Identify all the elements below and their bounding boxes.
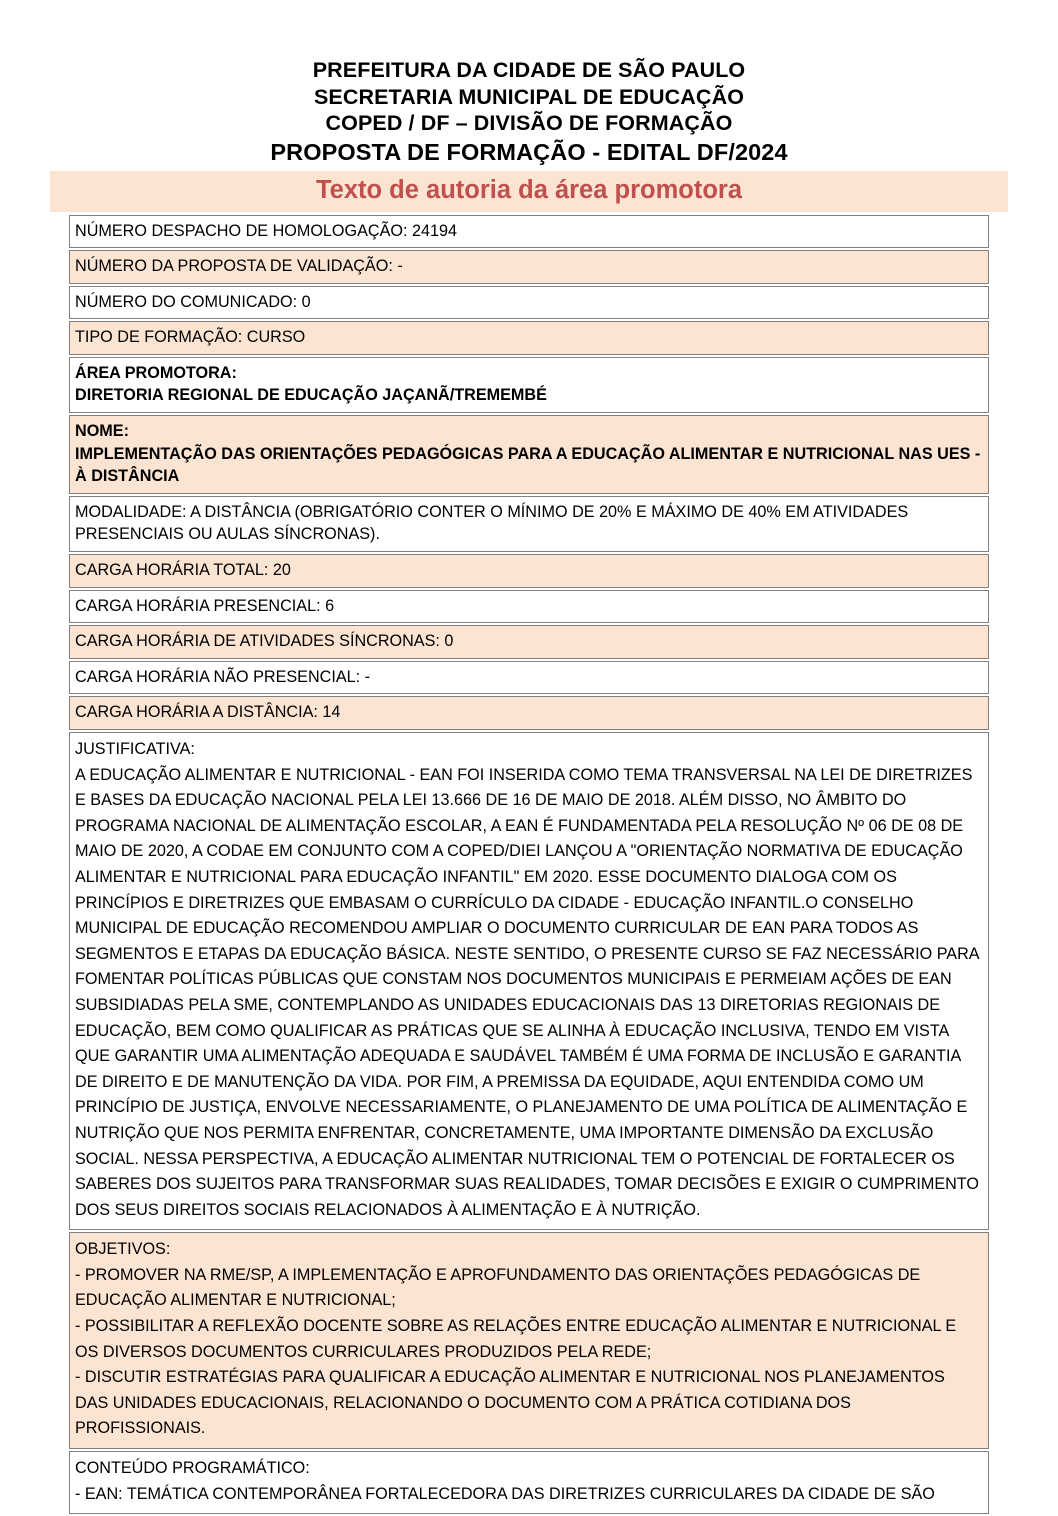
table-row-carga-total — [69, 554, 989, 588]
comunicado-value: NÚMERO DO COMUNICADO: 0 — [75, 292, 311, 311]
table-row-conteudo-programatico — [69, 1451, 989, 1514]
table-row-carga-sincronas — [69, 625, 989, 659]
modalidade-value: MODALIDADE: A DISTÂNCIA (OBRIGATÓRIO CONTER O MÍNIMO DE 20% E MÁXIMO DE 40% EM ATIVIDADES PRESENCIAIS OU AULAS SÍNCRONAS). — [75, 502, 909, 544]
despacho-value: NÚMERO DESPACHO DE HOMOLOGAÇÃO: 24194 — [75, 221, 457, 240]
table-row-carga-nao-presencial — [69, 661, 989, 695]
table-row-comunicado — [69, 286, 989, 320]
table-row-tipo-formacao — [69, 321, 989, 355]
area-promotora-label: ÁREA PROMOTORA: — [75, 363, 237, 382]
table-row-area-promotora — [69, 357, 989, 413]
carga-presencial-value: CARGA HORÁRIA PRESENCIAL: 6 — [75, 596, 335, 615]
conteudo-label: CONTEÚDO PROGRAMÁTICO: — [75, 1459, 310, 1478]
table-row-carga-presencial — [69, 590, 989, 624]
proposal-table — [69, 215, 989, 1515]
authorship-banner-text: Texto de autoria da área promotora — [315, 175, 743, 204]
header-line-prefeitura: PREFEITURA DA CIDADE DE SÃO PAULO — [312, 58, 746, 82]
conteudo-item: - EAN: TEMÁTICA CONTEMPORÂNEA FORTALECEDORA DAS DIRETRIZES CURRICULARES DA CIDADE DE SÃO — [75, 1484, 935, 1503]
nome-label: NOME: — [75, 422, 129, 441]
table-row-proposta-validacao — [69, 250, 989, 284]
carga-distancia-value: CARGA HORÁRIA A DISTÂNCIA: 14 — [75, 703, 341, 722]
header-line-proposta: PROPOSTA DE FORMAÇÃO - EDITAL DF/2024 — [270, 138, 788, 165]
justificativa-text: A EDUCAÇÃO ALIMENTAR E NUTRICIONAL - EAN FOI INSERIDA COMO TEMA TRANSVERSAL NA LEI DE DIRETRIZES E BASES DA EDUCAÇÃO NACIONAL PELA LEI 13.666 DE 16 DE MAIO DE 2018. ALÉM DISSO, NO ÂMBITO DO PROGRAMA NACIONAL DE ALIMENTAÇÃO ESCOLAR, A EAN É FUNDAMENTADA PELA RESOLUÇÃO Nº 06 DE 08 DE MAIO DE 2020, A CODAE EM CONJUNTO COM A COPED/DIEI LANÇOU A "ORIENTAÇÃO NORMATIVA DE EDUCAÇÃO ALIMENTAR E NUTRICIONAL PARA EDUCAÇÃO INFANTIL" EM 2020. ESSE DOCUMENTO DIALOGA COM OS PRINCÍPIOS E DIRETRIZES QUE EMBASAM O CURRÍCULO DA CIDADE - EDUCAÇÃO INFANTIL.O CONSELHO MUNICIPAL DE EDUCAÇÃO RECOMENDOU AMPLIAR O DOCUMENTO CURRICULAR DE EAN PARA TODOS AS SEGMENTOS E ETAPAS DA EDUCAÇÃO BÁSICA. NESTE SENTIDO, O PRESENTE CURSO SE FAZ NECESSÁRIO PARA FOMENTAR POLÍTICAS PÚBLICAS QUE CONSTAM NOS DOCUMENTOS MUNICIPAIS E PERMEIAM AÇÕES DE EAN SUBSIDIADAS PELA SME, CONTEMPLANDO AS UNIDADES EDUCACIONAIS DAS 13 DIRETORIAS REGIONAIS DE EDUCAÇÃO, BEM COMO QUALIFICAR AS PRÁTICAS QUE SE ALINHA À EDUCAÇÃO INCLUSIVA, TENDO EM VISTA QUE GARANTIR UMA ALIMENTAÇÃO ADEQUADA E SAUDÁVEL TAMBÉM É UMA FORMA DE INCLUSÃO E GARANTIA DE DIREITO E DE MANUTENÇÃO DA VIDA. POR FIM, A PREMISSA DA EQUIDADE, AQUI ENTENDIDA COMO UM PRINCÍPIO DE JUSTIÇA, ENVOLVE NECESSARIAMENTE, O PLANEJAMENTO DE UMA POLÍTICA DE ALIMENTAÇÃO E NUTRIÇÃO QUE NOS PERMITA ENFRENTAR, CONCRETAMENTE, UMA IMPORTANTE DIMENSÃO DA EXCLUSÃO SOCIAL. NESSA PERSPECTIVA, A EDUCAÇÃO ALIMENTAR NUTRICIONAL TEM O POTENCIAL DE FORTALECER OS SABERES DOS SUJEITOS PARA TRANSFORMAR SUAS REALIDADES, TOMAR DECISÕES E EXIGIR O CUMPRIMENTO DOS SEUS DIREITOS SOCIAIS RELACIONADOS À ALIMENTAÇÃO E À NUTRIÇÃO. — [75, 765, 979, 1219]
header-line-coped: COPED / DF – DIVISÃO DE FORMAÇÃO — [325, 111, 733, 135]
justificativa-label: JUSTIFICATIVA: — [75, 740, 195, 758]
proposta-validacao-value: NÚMERO DA PROPOSTA DE VALIDAÇÃO: - — [75, 257, 403, 276]
document-header — [0, 0, 1058, 167]
area-promotora-value: DIRETORIA REGIONAL DE EDUCAÇÃO JAÇANÃ/TREMEMBÉ — [75, 386, 547, 405]
carga-nao-presencial-value: CARGA HORÁRIA NÃO PRESENCIAL: - — [75, 667, 371, 686]
header-line-secretaria: SECRETARIA MUNICIPAL DE EDUCAÇÃO — [313, 84, 745, 109]
carga-sincronas-value: CARGA HORÁRIA DE ATIVIDADES SÍNCRONAS: 0 — [75, 632, 454, 651]
table-row-objetivos — [69, 1232, 989, 1449]
objetivos-item: - POSSIBILITAR A REFLEXÃO DOCENTE SOBRE AS RELAÇÕES ENTRE EDUCAÇÃO ALIMENTAR E NUTRICIONAL E OS DIVERSOS DOCUMENTOS CURRICULARES PRODUZIDOS PELA REDE; — [75, 1317, 957, 1361]
tipo-formacao-value: TIPO DE FORMAÇÃO: CURSO — [75, 328, 306, 347]
table-row-despacho — [69, 215, 989, 249]
objetivos-item: - DISCUTIR ESTRATÉGIAS PARA QUALIFICAR A EDUCAÇÃO ALIMENTAR E NUTRICIONAL NOS PLANEJAMENTOS DAS UNIDADES EDUCACIONAIS, RELACIONANDO O DOCUMENTO COM A PRÁTICA COTIDIANA DOS PROFISSIONAIS. — [75, 1368, 945, 1438]
objetivos-item: - PROMOVER NA RME/SP, A IMPLEMENTAÇÃO E APROFUNDAMENTO DAS ORIENTAÇÕES PEDAGÓGICAS DE EDUCAÇÃO ALIMENTAR E NUTRICIONAL; — [75, 1265, 921, 1310]
objetivos-label: OBJETIVOS: — [75, 1240, 171, 1259]
table-row-justificativa — [69, 732, 989, 1230]
table-row-carga-distancia — [69, 696, 989, 730]
table-row-nome — [69, 415, 989, 494]
carga-total-value: CARGA HORÁRIA TOTAL: 20 — [75, 561, 291, 580]
authorship-banner — [50, 171, 1008, 212]
table-row-modalidade — [69, 496, 989, 552]
nome-value: IMPLEMENTAÇÃO DAS ORIENTAÇÕES PEDAGÓGICAS PARA A EDUCAÇÃO ALIMENTAR E NUTRICIONAL NAS UES - À DISTÂNCIA — [75, 444, 981, 486]
